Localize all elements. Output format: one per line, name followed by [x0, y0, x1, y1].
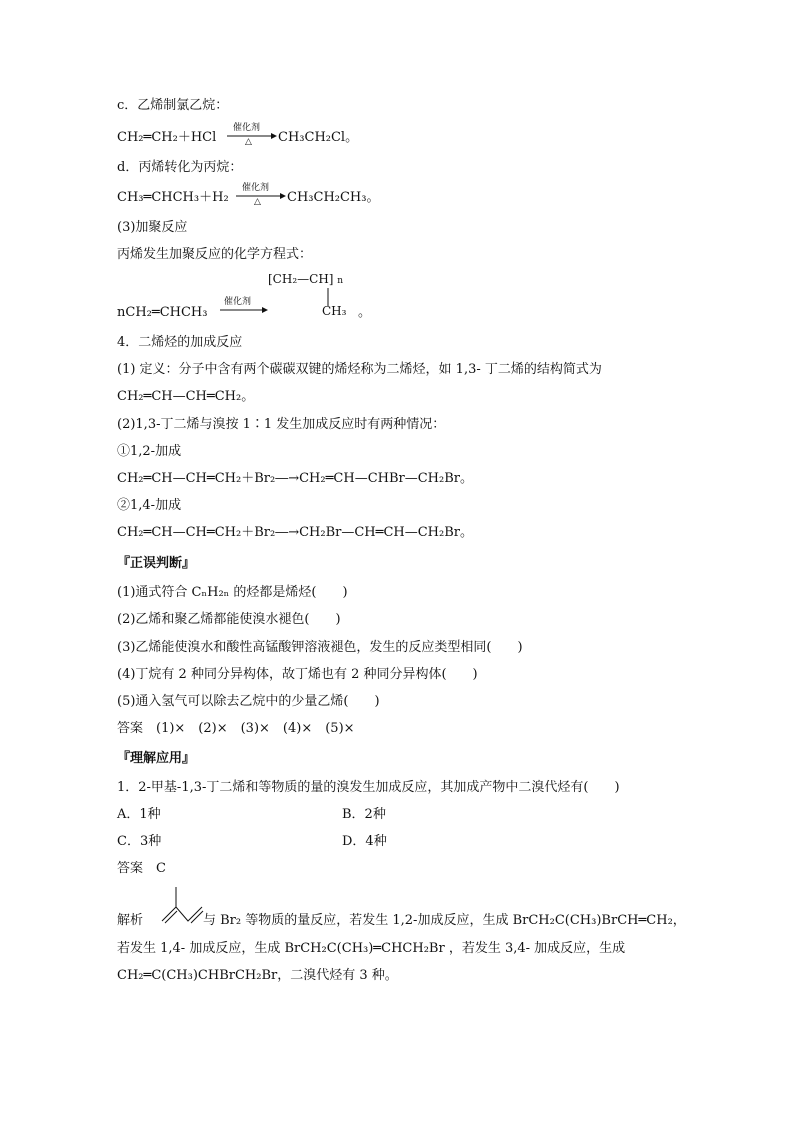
- item-c-title: c．乙烯制氯乙烷：: [117, 98, 229, 113]
- application-heading: 『理解应用』: [117, 751, 196, 766]
- polymer-structure: [268, 272, 343, 286]
- poly-left: nCH₂═CHCH₃: [117, 305, 208, 320]
- section-3-desc: 丙烯发生加聚反应的化学方程式：: [117, 247, 313, 262]
- catalyst-label: 催化剂: [233, 123, 261, 133]
- catalyst-label: 催化剂: [242, 183, 270, 193]
- question-1-answer: 答案 C: [117, 861, 166, 876]
- addition-intro: (2)1,3-丁二烯与溴按 1∶1 发生加成反应时有两种情况：: [117, 417, 446, 432]
- catalyst-label: 催化剂: [224, 297, 252, 307]
- question-1: 1．2-甲基-1,3-丁二烯和等物质的量的溴发生加成反应，其加成产物中二溴代烃有( ): [117, 780, 620, 795]
- arrow-poly: [218, 294, 268, 316]
- judgement-item-2: (2)乙烯和聚乙烯都能使溴水褪色( ): [117, 612, 341, 627]
- arrow-c: [225, 120, 277, 150]
- judgement-item-4: (4)丁烷有 2 种同分异构体，故丁烯也有 2 种同分异构体( ): [117, 667, 478, 682]
- polymer-n: n: [337, 276, 344, 286]
- equation-d-left: CH₃═CHCH₃＋H₂: [117, 190, 229, 205]
- option-c: C．3种: [117, 834, 162, 849]
- option-b: B．2种: [342, 807, 386, 822]
- judgement-item-5: (5)通入氢气可以除去乙烷中的少量乙烯( ): [117, 694, 380, 709]
- addition-12-label: ①1,2-加成: [117, 444, 182, 459]
- judgement-item-1: (1)通式符合 CₙH₂ₙ 的烃都是烯烃( ): [117, 585, 348, 600]
- definition-line2: CH₂═CH—CH═CH₂。: [117, 389, 255, 404]
- section-3-heading: (3)加聚反应: [117, 220, 188, 235]
- explanation-line1: 与 Br₂ 等物质的量反应，若发生 1,2-加成反应，生成 BrCH₂C(CH₃)BrCH═CH₂，: [203, 913, 686, 928]
- judgement-heading: 『正误判断』: [117, 556, 196, 571]
- arrow-d: [234, 180, 286, 210]
- addition-14-label: ②1,4-加成: [117, 498, 182, 513]
- isoprene-skeleton-icon: [160, 885, 204, 925]
- heat-label: △: [245, 137, 252, 147]
- explanation-label: 解析: [117, 913, 144, 928]
- addition-14-equation: CH₂═CH—CH═CH₂＋Br₂―→CH₂Br—CH═CH—CH₂Br。: [117, 525, 474, 540]
- explanation-line2: 若发生 1,4- 加成反应，生成 BrCH₂C(CH₃)═CHCH₂Br ，若发生 3,4- 加成反应，生成: [117, 941, 626, 956]
- polymer-methyl: CH₃: [322, 304, 347, 318]
- definition-line1: (1) 定义：分子中含有两个碳碳双键的烯烃称为二烯烃，如 1,3- 丁二烯的结构简式为: [117, 362, 602, 377]
- addition-12-equation: CH₂═CH—CH═CH₂＋Br₂―→CH₂═CH—CHBr—CH₂Br。: [117, 471, 474, 486]
- judgement-answer: 答案 (1)× (2)× (3)× (4)× (5)×: [117, 721, 355, 736]
- judgement-item-3: (3)乙烯能使溴水和酸性高锰酸钾溶液褪色，发生的反应类型相同( ): [117, 640, 523, 655]
- polymer-end: 。: [358, 305, 372, 320]
- polymer-chain: [CH₂—CH]: [268, 272, 334, 286]
- equation-d-right: CH₃CH₂CH₃。: [287, 190, 380, 205]
- equation-c-left: CH₂═CH₂＋HCl: [117, 130, 217, 145]
- explanation-line3: CH₂═C(CH₃)CHBrCH₂Br，二溴代烃有 3 种。: [117, 968, 398, 983]
- option-d: D．4种: [342, 834, 387, 849]
- heat-label: △: [254, 197, 261, 207]
- equation-c-right: CH₃CH₂Cl。: [278, 130, 359, 145]
- option-a: A．1种: [117, 807, 161, 822]
- item-d-title: d．丙烯转化为丙烷：: [117, 160, 243, 175]
- equation-c: [117, 130, 216, 146]
- section-4-heading: 4．二烯烃的加成反应: [117, 335, 243, 350]
